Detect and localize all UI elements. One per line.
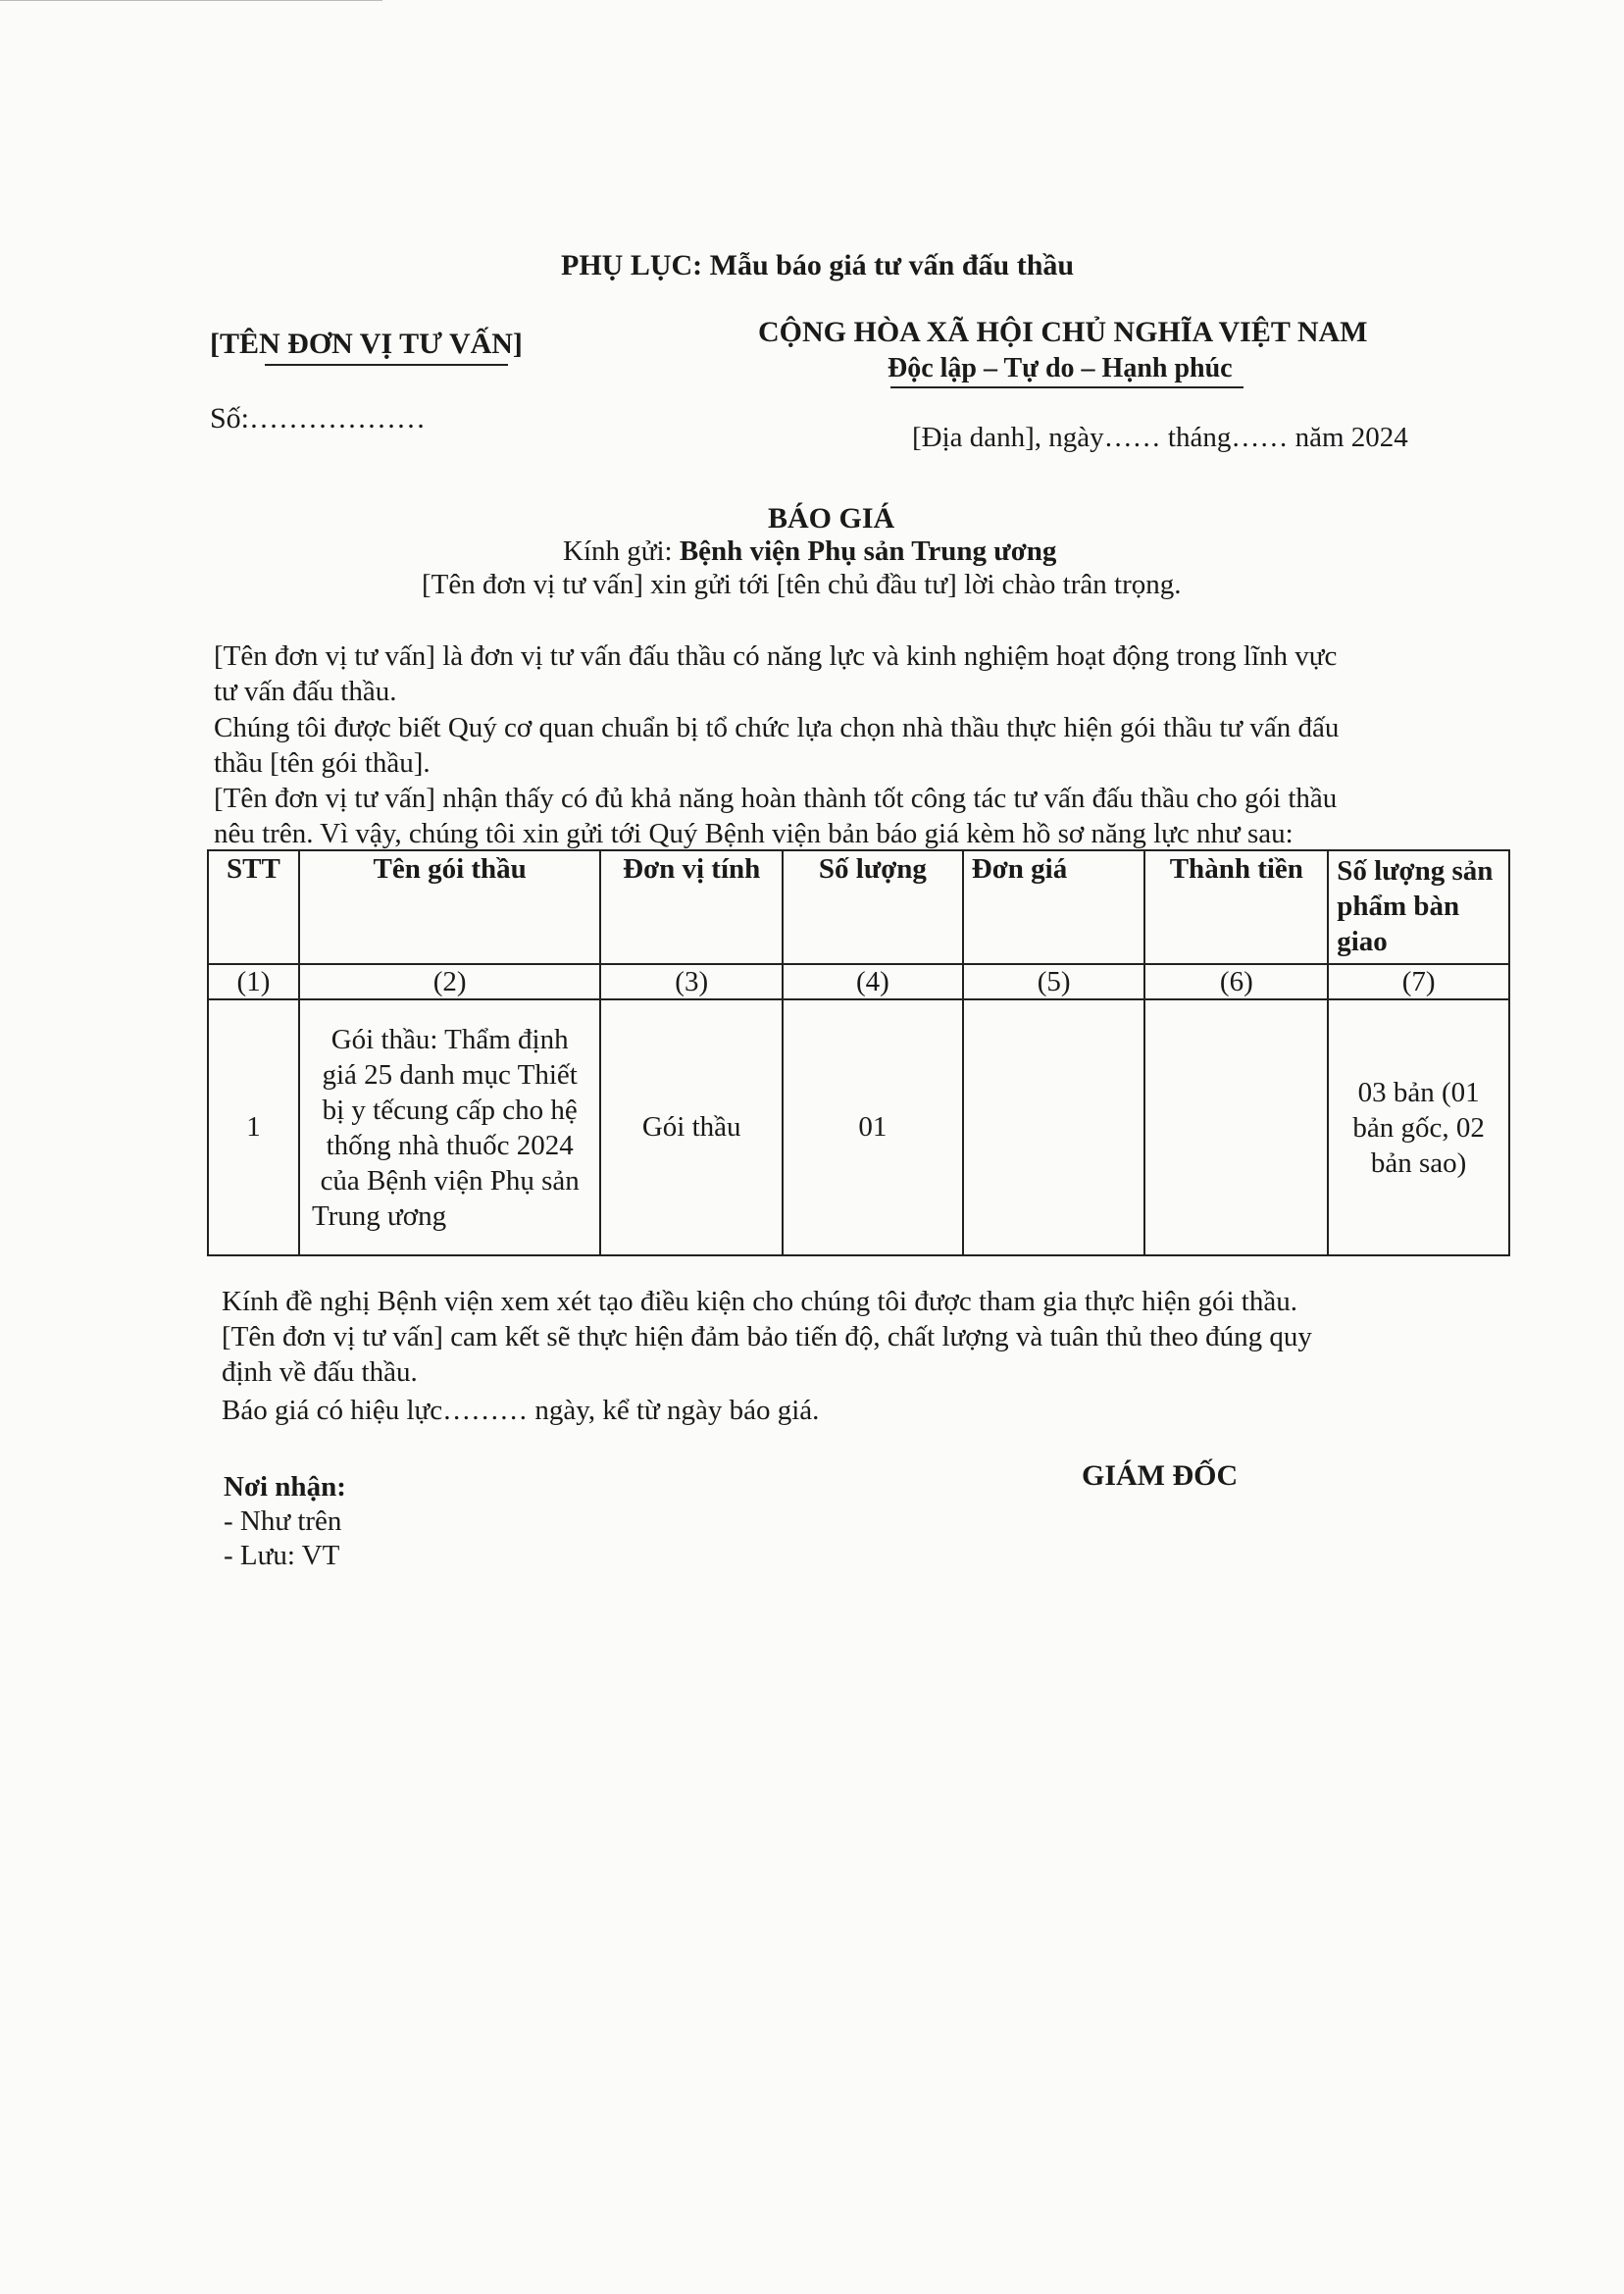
- recipient-item: - Như trên: [224, 1505, 342, 1537]
- document-number: Số:………………: [210, 402, 427, 434]
- intro-paragraph-3: [214, 781, 1337, 851]
- index-cell: (7): [1328, 964, 1509, 999]
- cell-total: [1144, 999, 1328, 1255]
- text-line: [Tên đơn vị tư vấn] cam kết sẽ thực hiện đảm bảo tiến độ, chất lượng và tuân thủ theo đúng quy: [222, 1321, 1312, 1352]
- national-motto: Độc lập – Tự do – Hạnh phúc: [888, 353, 1233, 383]
- index-cell: (2): [299, 964, 600, 999]
- text-line: nêu trên. Vì vậy, chúng tôi xin gửi tới Quý Bệnh viện bản báo giá kèm hồ sơ năng lực như sau:: [214, 818, 1294, 849]
- text-line: thầu [tên gói thầu].: [214, 747, 431, 779]
- cell-package-name: Gói thầu: Thẩm định giá 25 danh mục Thiết bị y tếcung cấp cho hệ thống nhà thuốc 2024 của Bệnh viện Phụ sản Trung ương: [299, 999, 600, 1255]
- index-cell: (3): [600, 964, 783, 999]
- appendix-title: PHỤ LỤC: Mẫu báo giá tư vấn đấu thầu: [561, 249, 1075, 281]
- cell-deliverables: 03 bản (01 bản gốc, 02 bản sao): [1328, 999, 1509, 1255]
- text-line: Chúng tôi được biết Quý cơ quan chuẩn bị tổ chức lựa chọn nhà thầu thực hiện gói thầu tư vấn đấu: [214, 712, 1340, 743]
- header-total: Thành tiền: [1144, 850, 1328, 964]
- cell-unit-price: [963, 999, 1145, 1255]
- header-package-name: Tên gói thầu: [299, 850, 600, 964]
- index-cell: (6): [1144, 964, 1328, 999]
- scan-edge-line: [0, 0, 382, 1]
- index-cell: (1): [208, 964, 299, 999]
- cell-stt: 1: [208, 999, 299, 1255]
- text-line: [Tên đơn vị tư vấn] là đơn vị tư vấn đấu thầu có năng lực và kinh nghiệm hoạt động trong lĩnh vực: [214, 640, 1338, 672]
- header-stt: STT: [208, 850, 299, 964]
- text-line: tư vấn đấu thầu.: [214, 676, 397, 707]
- intro-paragraph-2: [214, 710, 1339, 781]
- closing-commitment: [222, 1319, 1312, 1390]
- intro-paragraph-1: [214, 638, 1337, 709]
- quote-table: [207, 849, 1510, 1256]
- date-line: [Địa danh], ngày…… tháng…… năm 2024: [912, 422, 1408, 453]
- recipient-prefix: Kính gửi:: [563, 535, 680, 567]
- text-line: [Tên đơn vị tư vấn] nhận thấy có đủ khả năng hoàn thành tốt công tác tư vấn đấu thầu cho gói thầu: [214, 783, 1338, 814]
- quote-title: BÁO GIÁ: [768, 502, 895, 535]
- recipient-name: Bệnh viện Phụ sản Trung ương: [679, 535, 1057, 567]
- header-quantity: Số lượng: [783, 850, 963, 964]
- validity-line: Báo giá có hiệu lực……… ngày, kể từ ngày báo giá.: [222, 1395, 820, 1426]
- country-name: CỘNG HÒA XÃ HỘI CHỦ NGHĨA VIỆT NAM: [758, 316, 1368, 348]
- greeting: [Tên đơn vị tư vấn] xin gửi tới [tên chủ đầu tư] lời chào trân trọng.: [422, 569, 1182, 600]
- recipient-line: [563, 535, 1056, 568]
- recipient-item: - Lưu: VT: [224, 1540, 340, 1571]
- table-row: [208, 999, 1509, 1255]
- header-unit: Đơn vị tính: [600, 850, 783, 964]
- consulting-unit-name: [TÊN ĐƠN VỊ TƯ VẤN]: [210, 328, 523, 360]
- closing-line-1: Kính đề nghị Bệnh viện xem xét tạo điều kiện cho chúng tôi được tham gia thực hiện gói thầu.: [222, 1286, 1297, 1317]
- header-unit-price: Đơn giá: [963, 850, 1145, 964]
- signatory-title: GIÁM ĐỐC: [1082, 1459, 1239, 1492]
- cell-unit: Gói thầu: [600, 999, 783, 1255]
- motto-underline: [890, 386, 1243, 388]
- text-line: định về đấu thầu.: [222, 1356, 418, 1388]
- index-cell: (4): [783, 964, 963, 999]
- recipients-label: Nơi nhận:: [224, 1471, 346, 1503]
- cell-quantity: 01: [783, 999, 963, 1255]
- header-deliverables: Số lượng sản phẩm bàn giao: [1328, 850, 1509, 964]
- org-name-underline: [265, 364, 508, 366]
- table-index-row: [208, 964, 1509, 999]
- table-header-row: [208, 850, 1509, 964]
- index-cell: (5): [963, 964, 1145, 999]
